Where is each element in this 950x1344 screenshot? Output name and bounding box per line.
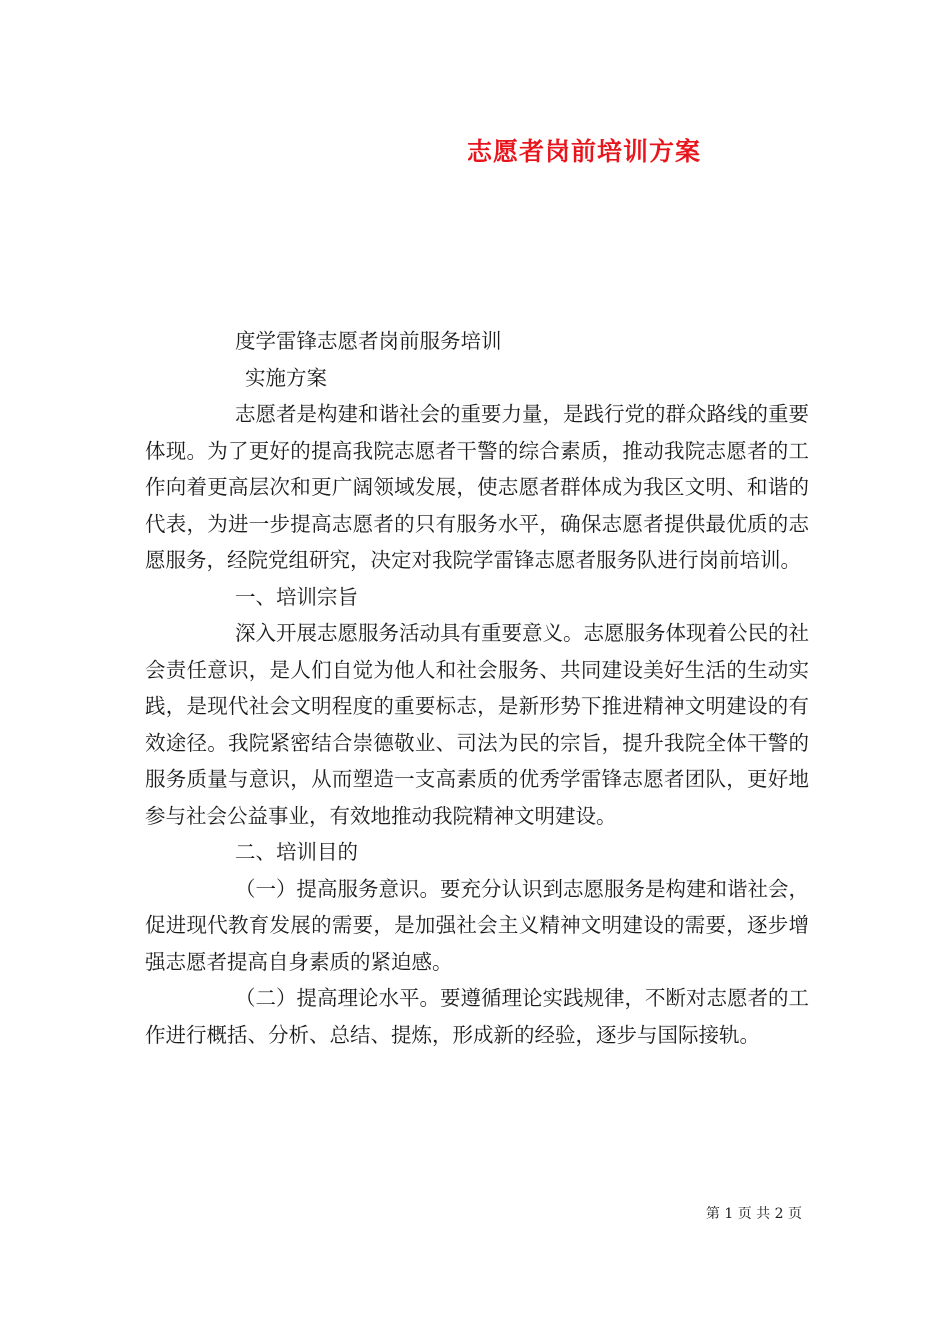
page-number-footer: 第 1 页 共 2 页 bbox=[705, 1206, 802, 1222]
document-body bbox=[145, 323, 809, 1053]
goal-paragraph-2: （二）提高理论水平。要遵循理论实践规律，不断对志愿者的工作进行概括、分析、总结、提炼，形成新的经验，逐步与国际接轨。 bbox=[145, 986, 809, 1047]
purpose-paragraph: 深入开展志愿服务活动具有重要意义。志愿服务体现着公民的社会责任意识，是人们自觉为他人和社会服务、共同建设美好生活的生动实践，是现代社会文明程度的重要标志，是新形势下推进精神文明建设的有效途径。我院紧密结合崇德敬业、司法为民的宗旨，提升我院全体干警的服务质量与意识，从而塑造一支高素质的优秀学雷锋志愿者团队，更好地参与社会公益事业，有效地推动我院精神文明建设。 bbox=[145, 621, 809, 828]
section-heading-purpose: 一、培训宗旨 bbox=[235, 584, 358, 609]
intro-paragraph: 志愿者是构建和谐社会的重要力量，是践行党的群众路线的重要体现。为了更好的提高我院志愿者干警的综合素质，推动我院志愿者的工作向着更高层次和更广阔领域发展，使志愿者群体成为我区文明、和谐的代表，为进一步提高志愿者的只有服务水平，确保志愿者提供最优质的志愿服务，经院党组研究，决定对我院学雷锋志愿者服务队进行岗前培训。 bbox=[145, 402, 809, 572]
goal-paragraph-1: （一）提高服务意识。要充分认识到志愿服务是构建和谐社会，促进现代教育发展的需要，是加强社会主义精神文明建设的需要，逐步增强志愿者提高自身素质的紧迫感。 bbox=[145, 876, 809, 974]
document-title: 志愿者岗前培训方案 bbox=[466, 137, 701, 166]
subtitle-line-2: 实施方案 bbox=[245, 365, 327, 390]
subtitle-line-1: 度学雷锋志愿者岗前服务培训 bbox=[235, 329, 502, 353]
section-heading-goals: 二、培训目的 bbox=[235, 840, 358, 864]
